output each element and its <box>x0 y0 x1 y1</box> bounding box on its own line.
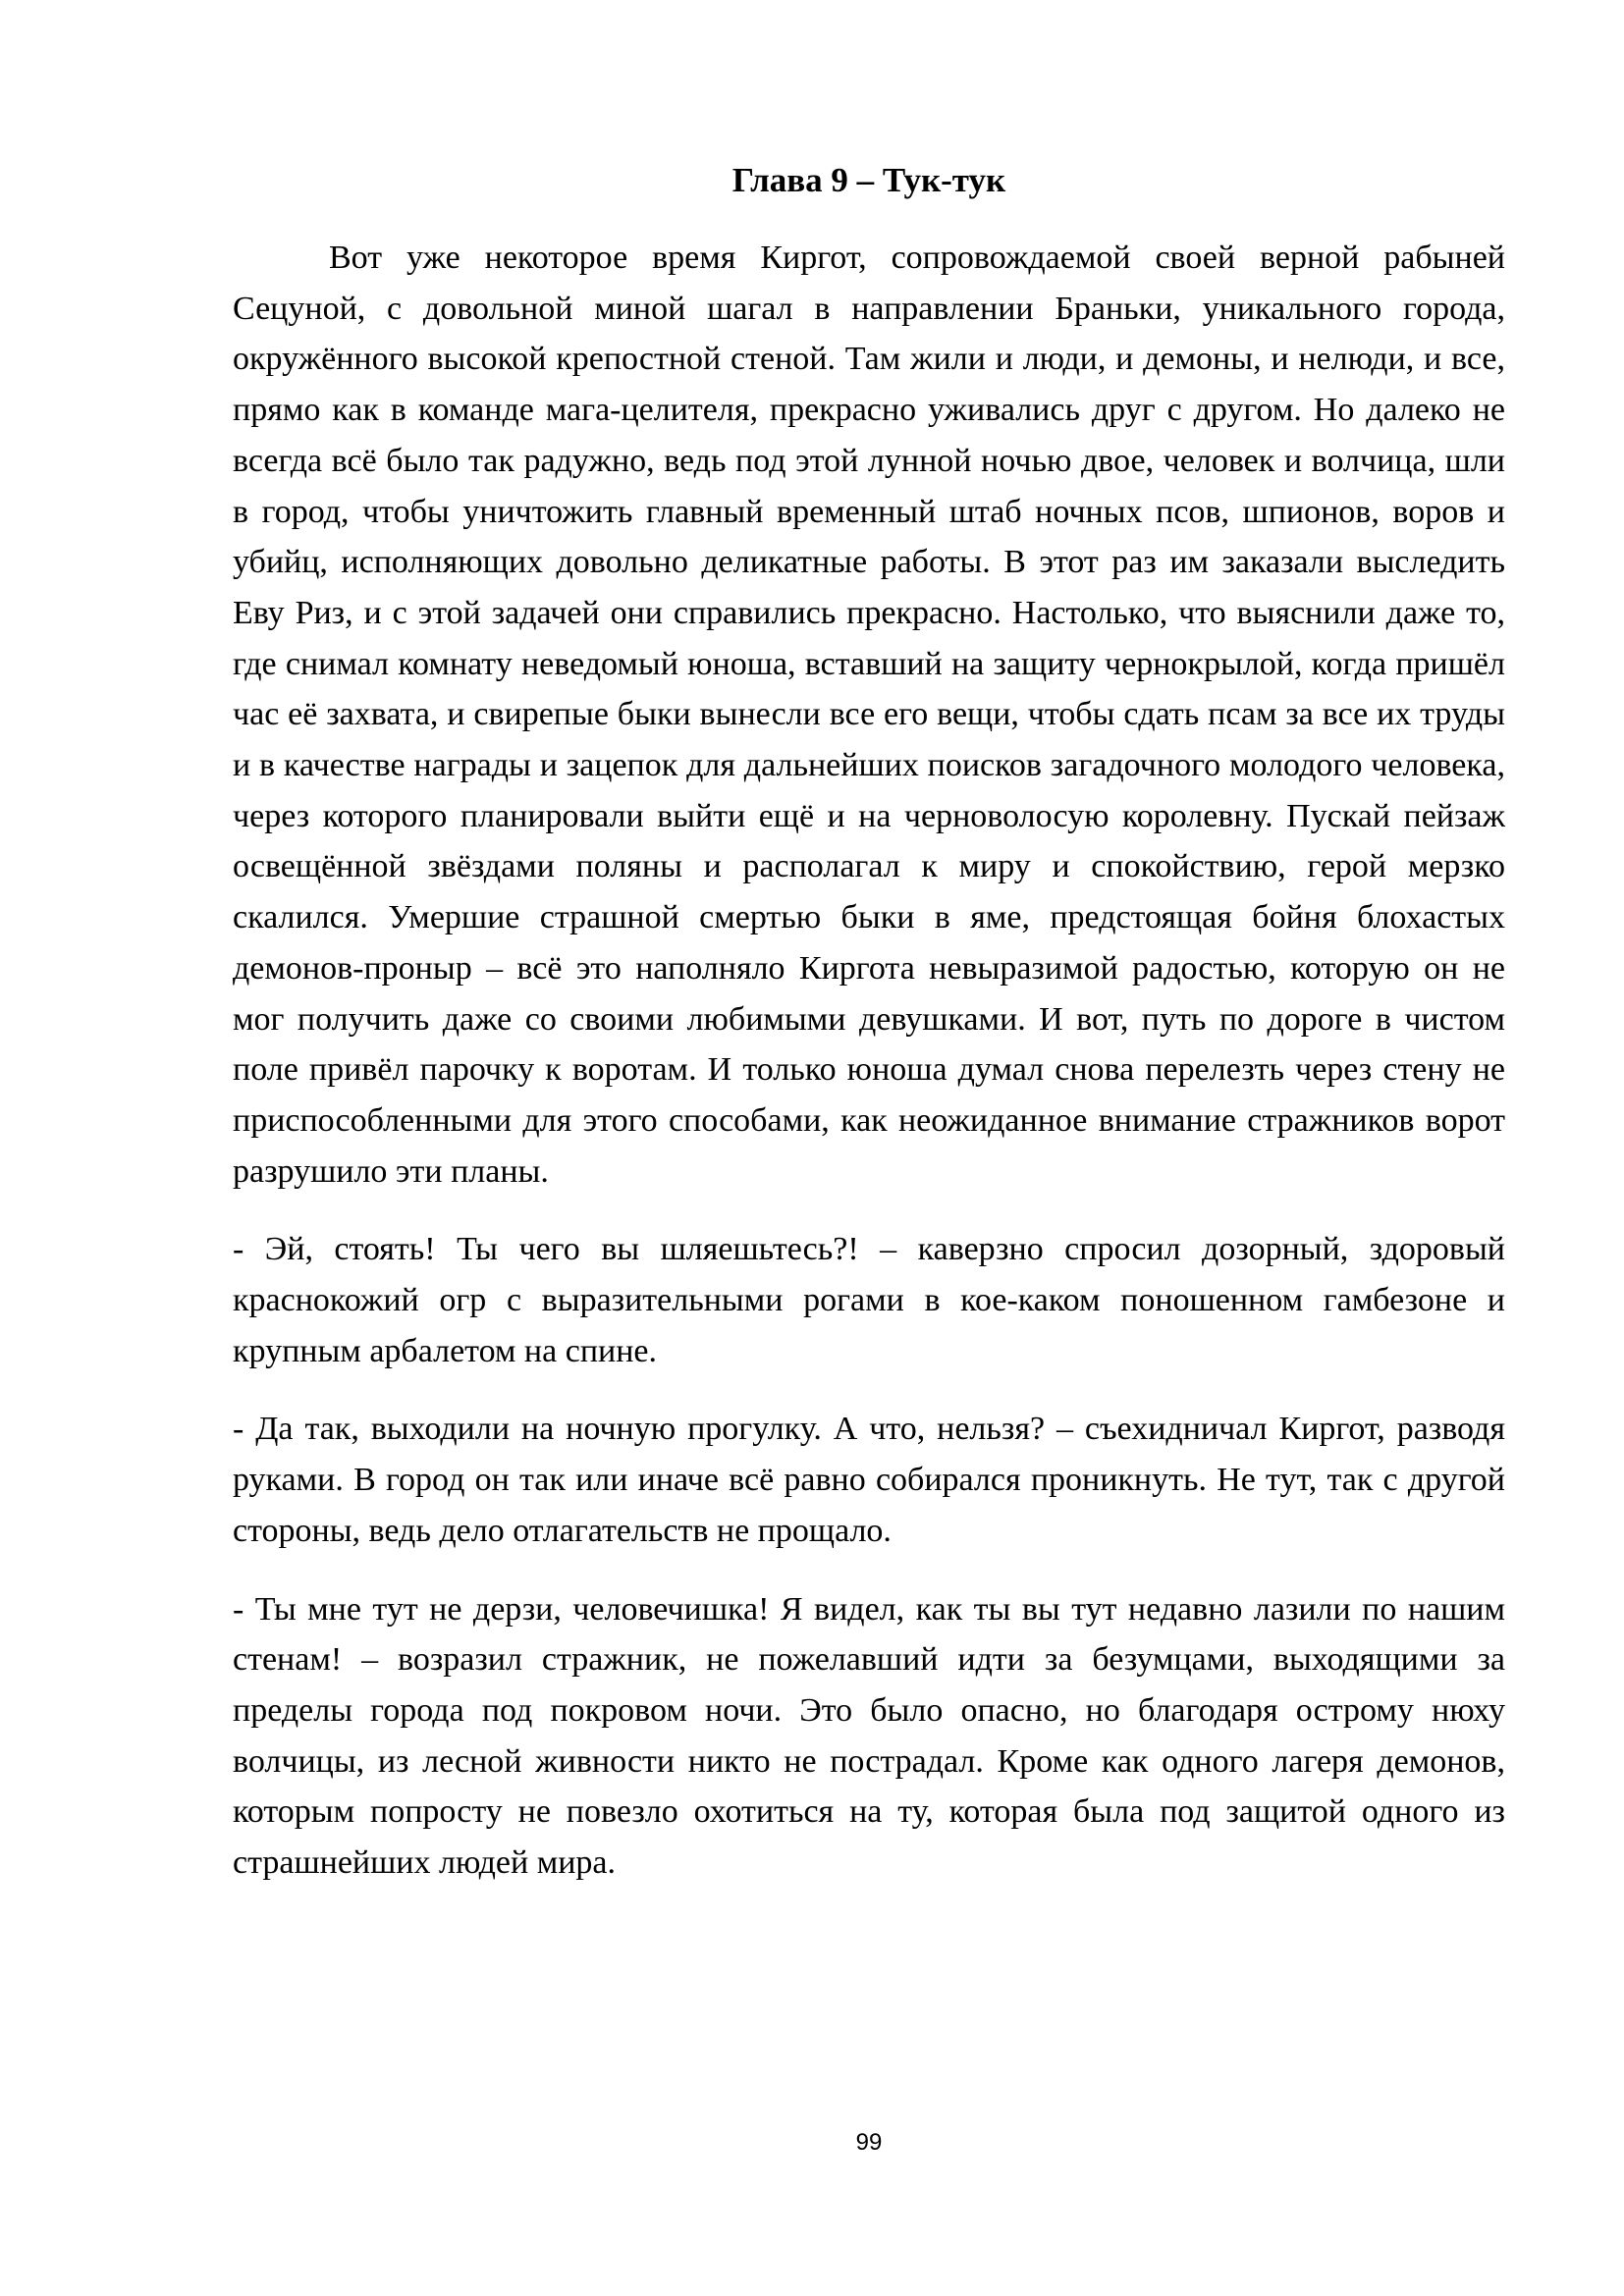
text-area <box>233 155 1505 1889</box>
paragraph-dialogue-guard: - Эй, стоять! Ты чего вы шляешьтесь?! – каверзно спросил дозорный, здоровый краснокожий огр с выразительными рогами в кое-каком поношенном гамбезоне и крупным арбалетом на спине. <box>233 1231 1505 1369</box>
chapter-body <box>233 233 1505 1889</box>
paragraph-dialogue-guard-reply: - Ты мне тут не дерзи, человечишка! Я видел, как ты вы тут недавно лазили по нашим стенам! – возразил стражник, не пожелавший идти за безумцами, выходящими за пределы города под покровом ночи. Это было опасно, но благодаря острому нюху волчицы, из лесной живности никто не пострадал. Кроме как одного лагеря демонов, которым попросту не повезло охотиться на ту, которая была под защитой одного из страшнейших людей мира. <box>233 1590 1505 1882</box>
chapter-title: Глава 9 – Тук-тук <box>731 161 1006 199</box>
paragraph-dialogue-kirgot: - Да так, выходили на ночную прогулку. А что, нельзя? – съехидничал Киргот, разводя руками. В город он так или иначе всё равно собирался проникнуть. Не тут, так с другой стороны, ведь дело отлагательств не прощало. <box>233 1411 1505 1549</box>
paragraph-narration: Вот уже некоторое время Киргот, сопровождаемой своей верной рабыней Сецуной, с довольной миной шагал в направлении Браньки, уникального города, окружённого высокой крепостной стеной. Там жили и люди, и демоны, и нелюди, и все, прямо как в команде мага-целителя, прекрасно уживались друг с другом. Но далеко не всегда всё было так радужно, ведь под этой лунной ночью двое, человек и волчица, шли в город, чтобы уничтожить главный временный штаб ночных псов, шпионов, воров и убийц, исполняющих довольно деликатные работы. В этот раз им заказали выследить Еву Риз, и с этой задачей они справились прекрасно. Настолько, что выяснили даже то, где снимал комнату неведомый юноша, вставший на защиту чернокрылой, когда пришёл час её захвата, и свирепые быки вынесли все его вещи, чтобы сдать псам за все их труды и в качестве награды и зацепок для дальнейших поисков загадочного молодого человека, через которого планировали выйти ещё и на черноволосую королевну. Пускай пейзаж освещённой звёздами поляны и располагал к миру и спокойствию, герой мерзко скалился. Умершие страшной смертью быки в яме, предстоящая бойня блохастых демонов-проныр – всё это наполняло Киргота невыразимой радостью, которую он не мог получить даже со своими любимыми девушками. И вот, путь по дороге в чистом поле привёл парочку к воротам. И только юноша думал снова перелезть через стену не приспособленными для этого способами, как неожиданное внимание стражников ворот разрушило эти планы. <box>233 240 1505 1190</box>
page-number: 99 <box>855 2129 883 2156</box>
